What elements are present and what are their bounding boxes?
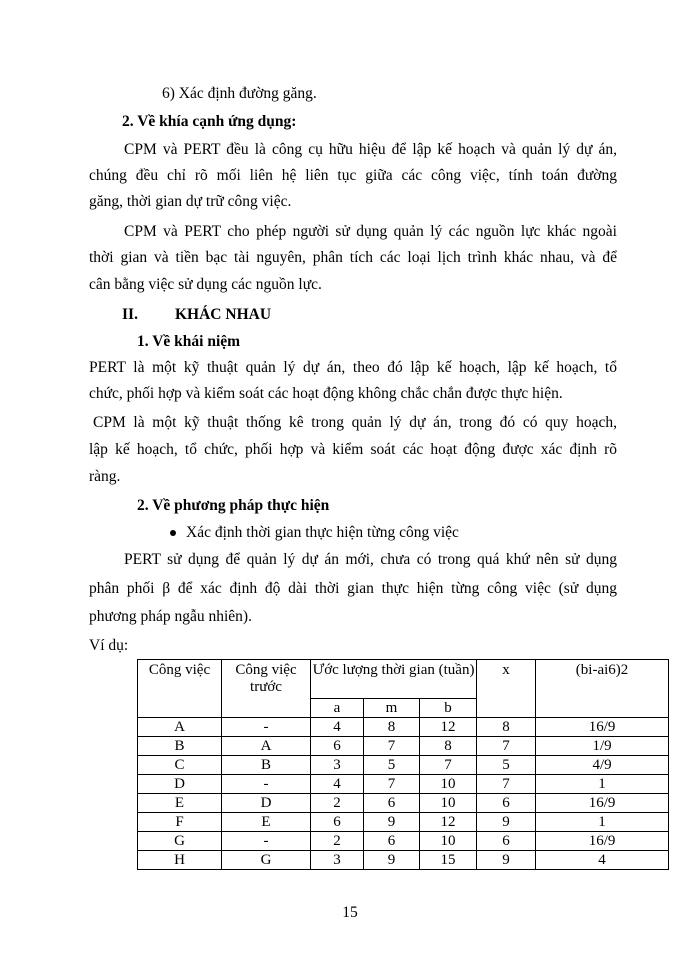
cell-a: 2 xyxy=(311,794,364,813)
cell-task: G xyxy=(138,832,222,851)
header-m: m xyxy=(364,699,420,718)
paragraph-line: lập kế hoạch, tổ chức, phối hợp và kiểm soát các hoạt động được xác định rõ xyxy=(89,441,617,458)
bullet-icon xyxy=(170,530,176,536)
cell-a: 4 xyxy=(311,718,364,737)
cell-x: 5 xyxy=(477,756,536,775)
cell-prev-task: D xyxy=(222,794,311,813)
cell-a: 3 xyxy=(311,851,364,870)
table-body xyxy=(138,718,669,870)
table-row xyxy=(138,756,669,775)
cell-x: 6 xyxy=(477,794,536,813)
example-label: Ví dụ: xyxy=(89,637,129,654)
cell-variance: 1/9 xyxy=(536,737,669,756)
paragraph-line: cân bằng việc sử dụng các nguồn lực. xyxy=(89,276,322,293)
section-roman-numeral: II. xyxy=(122,306,138,323)
cell-b: 10 xyxy=(420,832,477,851)
cell-prev-task: G xyxy=(222,851,311,870)
cell-b: 15 xyxy=(420,851,477,870)
cell-prev-task: - xyxy=(222,718,311,737)
cell-prev-task: - xyxy=(222,832,311,851)
paragraph-line: chức, phối hợp và kiểm soát các hoạt động không chắc chắn được thực hiện. xyxy=(89,385,563,402)
paragraph-line: PERT là một kỹ thuật quản lý dự án, theo đó lập kế hoạch, lập kế hoạch, tổ xyxy=(89,359,617,376)
cell-a: 2 xyxy=(311,832,364,851)
paragraph-line: CPM và PERT đều là công cụ hữu hiệu để lập kế hoạch và quản lý dự án, xyxy=(124,141,617,158)
cell-a: 6 xyxy=(311,737,364,756)
header-estimate: Ước lượng thời gian (tuần) xyxy=(311,660,477,699)
cell-x: 8 xyxy=(477,718,536,737)
cell-prev-task: E xyxy=(222,813,311,832)
cell-m: 9 xyxy=(364,813,420,832)
cell-m: 8 xyxy=(364,718,420,737)
cell-task: C xyxy=(138,756,222,775)
paragraph-line: PERT sử dụng để quản lý dự án mới, chưa có trong quá khứ nên sử dụng xyxy=(124,551,617,568)
cell-b: 8 xyxy=(420,737,477,756)
header-a: a xyxy=(311,699,364,718)
cell-b: 7 xyxy=(420,756,477,775)
header-prev-task: Công việc trước xyxy=(222,660,311,718)
paragraph-line: ràng. xyxy=(89,468,121,485)
time-estimate-table xyxy=(137,659,669,870)
cell-task: H xyxy=(138,851,222,870)
cell-x: 6 xyxy=(477,832,536,851)
paragraph-line: phân phối β để xác định độ dài thời gian thực hiện từng công việc (sử dụng xyxy=(89,580,617,597)
table-row xyxy=(138,832,669,851)
table-row xyxy=(138,794,669,813)
cell-a: 3 xyxy=(311,756,364,775)
cell-b: 10 xyxy=(420,794,477,813)
list-item-6: 6) Xác định đường găng. xyxy=(162,85,317,102)
paragraph-line: găng, thời gian dự trữ công việc. xyxy=(89,193,292,210)
table-row xyxy=(138,718,669,737)
section-title: KHÁC NHAU xyxy=(175,306,272,323)
paragraph-line: thời gian và tiền bạc tài nguyên, phân tích các loại lịch trình khác nhau, và để xyxy=(89,249,617,266)
cell-x: 7 xyxy=(477,737,536,756)
cell-m: 6 xyxy=(364,832,420,851)
cell-m: 7 xyxy=(364,775,420,794)
heading-application: 2. Về khía cạnh ứng dụng: xyxy=(122,113,297,130)
cell-x: 7 xyxy=(477,775,536,794)
heading-method: 2. Về phương pháp thực hiện xyxy=(137,497,330,514)
table-row xyxy=(138,813,669,832)
cell-b: 10 xyxy=(420,775,477,794)
cell-a: 6 xyxy=(311,813,364,832)
cell-task: B xyxy=(138,737,222,756)
table-row xyxy=(138,775,669,794)
paragraph-line: CPM là một kỹ thuật thống kê trong quản lý dự án, trong đó có quy hoạch, xyxy=(93,414,617,431)
cell-m: 7 xyxy=(364,737,420,756)
header-task: Công việc xyxy=(138,660,222,718)
cell-variance: 1 xyxy=(536,813,669,832)
cell-task: F xyxy=(138,813,222,832)
cell-variance: 16/9 xyxy=(536,794,669,813)
header-variance: (bi-ai6)2 xyxy=(536,660,669,718)
cell-variance: 16/9 xyxy=(536,718,669,737)
cell-task: D xyxy=(138,775,222,794)
cell-m: 5 xyxy=(364,756,420,775)
bullet-item xyxy=(170,523,459,543)
cell-a: 4 xyxy=(311,775,364,794)
header-b: b xyxy=(420,699,477,718)
cell-task: E xyxy=(138,794,222,813)
paragraph-line: chúng đều chỉ rõ mối liên hệ liên tục giữa các công việc, tính toán đường xyxy=(89,167,617,184)
cell-b: 12 xyxy=(420,813,477,832)
heading-concept: 1. Về khái niệm xyxy=(137,333,241,350)
page-number: 15 xyxy=(342,904,358,921)
header-x: x xyxy=(477,660,536,718)
cell-x: 9 xyxy=(477,813,536,832)
cell-m: 9 xyxy=(364,851,420,870)
cell-m: 6 xyxy=(364,794,420,813)
paragraph-line: CPM và PERT cho phép người sử dụng quản lý các nguồn lực khác ngoài xyxy=(124,223,617,240)
cell-prev-task: B xyxy=(222,756,311,775)
paragraph-line: phương pháp ngẫu nhiên). xyxy=(89,608,252,625)
table-row xyxy=(138,851,669,870)
cell-b: 12 xyxy=(420,718,477,737)
cell-prev-task: - xyxy=(222,775,311,794)
table-row xyxy=(138,737,669,756)
cell-variance: 4 xyxy=(536,851,669,870)
cell-variance: 16/9 xyxy=(536,832,669,851)
cell-variance: 4/9 xyxy=(536,756,669,775)
cell-prev-task: A xyxy=(222,737,311,756)
cell-x: 9 xyxy=(477,851,536,870)
cell-task: A xyxy=(138,718,222,737)
cell-variance: 1 xyxy=(536,775,669,794)
bullet-text: Xác định thời gian thực hiện từng công việc xyxy=(186,524,459,541)
